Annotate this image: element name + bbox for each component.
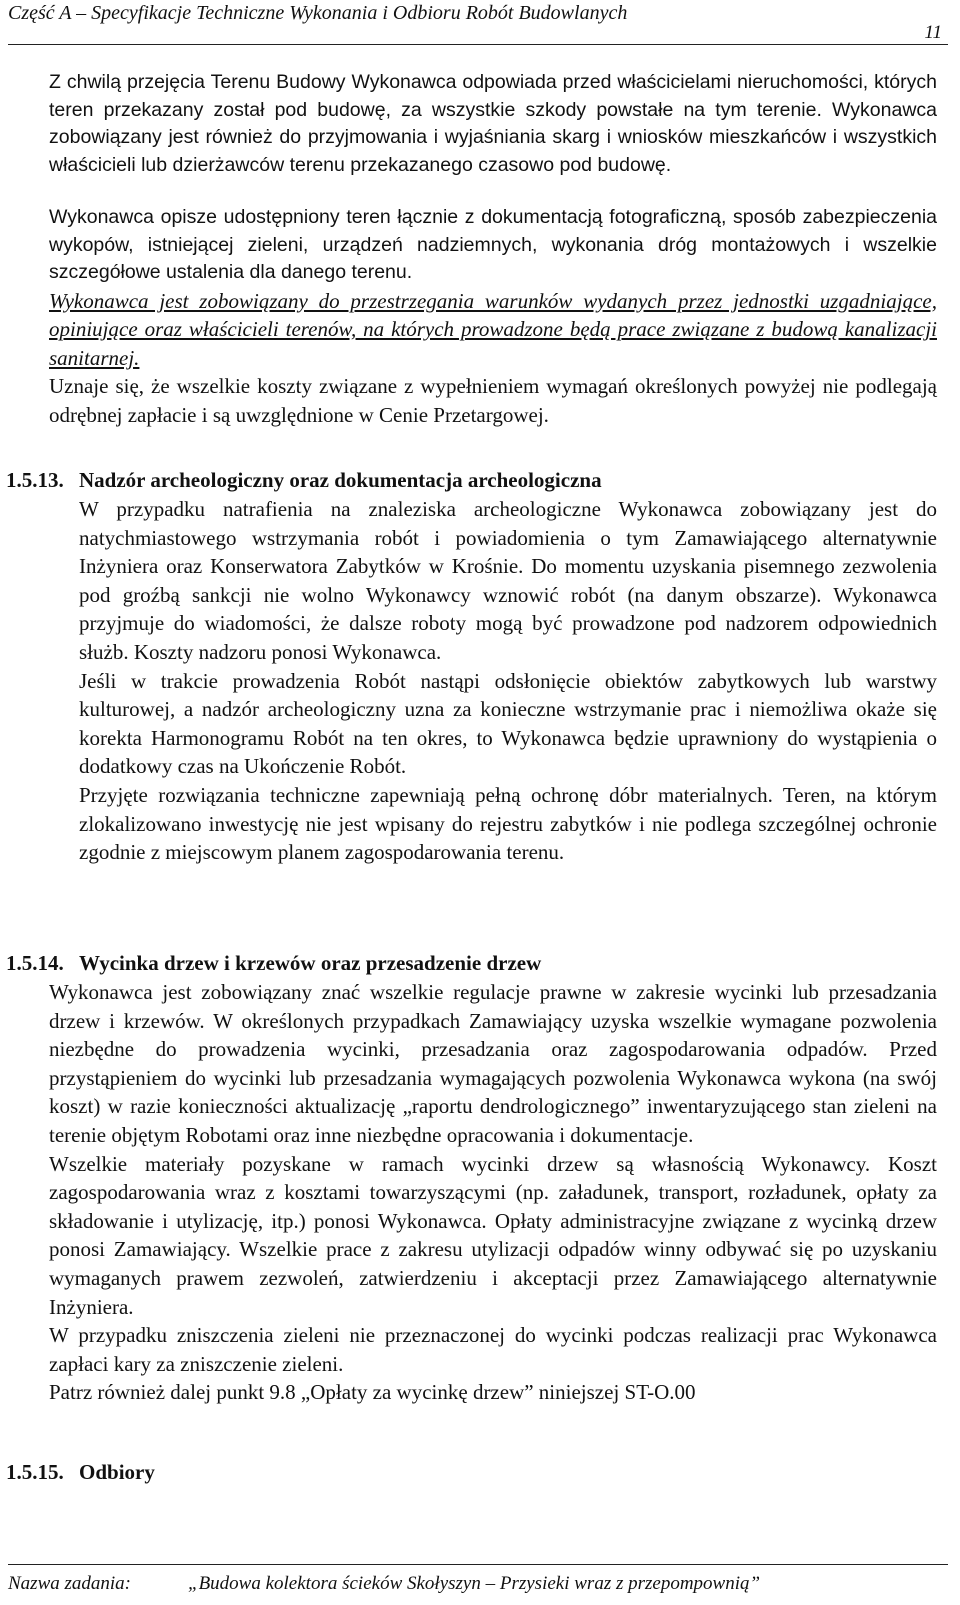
section-title: Nadzór archeologiczny oraz dokumentacja archeologiczna bbox=[79, 468, 602, 492]
section-number: 1.5.14. bbox=[6, 951, 64, 975]
paragraph: Uznaje się, że wszelkie koszty związane z wypełnieniem wymagań określonych powyżej nie podlegają odrębnej zapłacie i są uwzględnione w Cenie Przetargowej. bbox=[49, 374, 937, 427]
section-title: Odbiory bbox=[79, 1460, 155, 1484]
page-footer bbox=[8, 1564, 948, 1601]
section-title: Wycinka drzew i krzewów oraz przesadzenie drzew bbox=[79, 951, 542, 975]
paragraph-emphasis: Wykonawca jest zobowiązany do przestrzegania warunków wydanych przez jednostki uzgadniające, opiniujące oraz właścicieli terenów, na których prowadzone będą prace związane z budową kanalizacji sanitarnej. bbox=[49, 288, 937, 370]
paragraph: W przypadku zniszczenia zieleni nie przeznaczonej do wycinki podczas realizacji prac Wykonawca zapłaci kary za zniszczenie zieleni. bbox=[49, 1323, 937, 1376]
section-body bbox=[79, 495, 937, 867]
paragraph: W przypadku natrafienia na znaleziska archeologiczne Wykonawca zobowiązany jest do natychmiastowego wstrzymania robót i powiadomienia o tym Zamawiającego alternatywnie Inżyniera oraz Konserwatora Zabytków w Krośnie. Do momentu uzyskania pisemnego zezwolenia pod groźbą sankcji nie wolno Wykonawcy wznowić robót (na danym obszarze). Wykonawca przyjmuje do wiadomości, że dalsze roboty mogą być prowadzone pod nadzorem odpowiednich służb. Koszty nadzoru ponosi Wykonawca. bbox=[79, 497, 937, 664]
document-title: Część A – Specyfikacje Techniczne Wykonania i Odbioru Robót Budowlanych bbox=[8, 2, 628, 24]
section-body bbox=[49, 978, 937, 1407]
paragraph: Jeśli w trakcie prowadzenia Robót nastąpi odsłonięcie obiektów zabytkowych lub warstwy kulturowej, a nadzór archeologiczny uzna za konieczne wstrzymanie prac i niemożliwa okaże się korekta Harmonogramu Robót na ten okres, to Wykonawca będzie uprawniony do wystąpienia o dodatkowy czas na Ukończenie Robót. bbox=[79, 668, 937, 779]
footer-label: Nazwa zadania: bbox=[8, 1573, 131, 1594]
paragraph: Przyjęte rozwiązania techniczne zapewniają pełną ochronę dóbr materialnych. Teren, na którym zlokalizowano inwestycję nie jest wpisany do rejestru zabytków i nie podlega szczególnej ochronie zgodnie z miejscowym planem zagospodarowania terenu. bbox=[79, 782, 937, 865]
page-number: 11 bbox=[924, 22, 942, 43]
intro-block bbox=[49, 69, 937, 179]
section-number: 1.5.15. bbox=[6, 1460, 64, 1484]
intro-block-2 bbox=[49, 204, 937, 429]
paragraph: Wykonawca opisze udostępniony teren łącznie z dokumentacją fotograficzną, sposób zabezpieczenia wykopów, istniejącej zieleni, urządzeń nadziemnych, wykonania dróg montażowych i wszelkie szczegółowe ustalenia dla danego terenu. bbox=[49, 206, 937, 283]
project-name: „Budowa kolektora ścieków Skołyszyn – Przysieki wraz z przepompownią” bbox=[188, 1573, 761, 1594]
paragraph: Wszelkie materiały pozyskane w ramach wycinki drzew są własnością Wykonawcy. Koszt zagospodarowania wraz z kosztami towarzyszącymi (np. załadunek, transport, rozładunek, opłaty za składowanie i utylizację, itp.) ponosi Wykonawca. Opłaty administracyjne związane z wycinką drzew ponosi Zamawiający. Wszelkie prace z zakresu utylizacji odpadów winny odbywać się po uzyskaniu wymaganych prawem zezwoleń, zatwierdzeniu i akceptacji przez Zamawiającego alternatywnie Inżyniera. bbox=[49, 1151, 937, 1319]
paragraph: Patrz również dalej punkt 9.8 „Opłaty za wycinkę drzew” niniejszej ST-O.00 bbox=[49, 1380, 696, 1405]
section-number: 1.5.13. bbox=[6, 468, 64, 492]
paragraph: Wykonawca jest zobowiązany znać wszelkie regulacje prawne w zakresie wycinki lub przesadzania drzew i krzewów. W określonych przypadkach Zamawiający uzyska wszelkie wymagane pozwolenia niezbędne do prowadzenia wycinki, przesadzania oraz zagospodarowania odpadów. Przed przystąpieniem do wycinki lub przesadzania wymagających pozwolenia Wykonawca wykona (na swój koszt) w razie konieczności aktualizację „raportu dendrologicznego” inwentaryzującego stan zieleni na terenie objętym Robotami oraz inne niezbędne opracowania i dokumentacje. bbox=[49, 980, 937, 1147]
page-header bbox=[8, 0, 948, 45]
paragraph: Z chwilą przejęcia Terenu Budowy Wykonawca odpowiada przed właścicielami nieruchomości, których teren przekazany został pod budowę, za wszystkie szkody powstałe na tym terenie. Wykonawca zobowiązany jest również do przyjmowania i wyjaśniania skarg i wniosków mieszkańców i wszystkich właścicieli lub dzierżawców terenu przekazanego czasowo pod budowę. bbox=[49, 71, 937, 176]
